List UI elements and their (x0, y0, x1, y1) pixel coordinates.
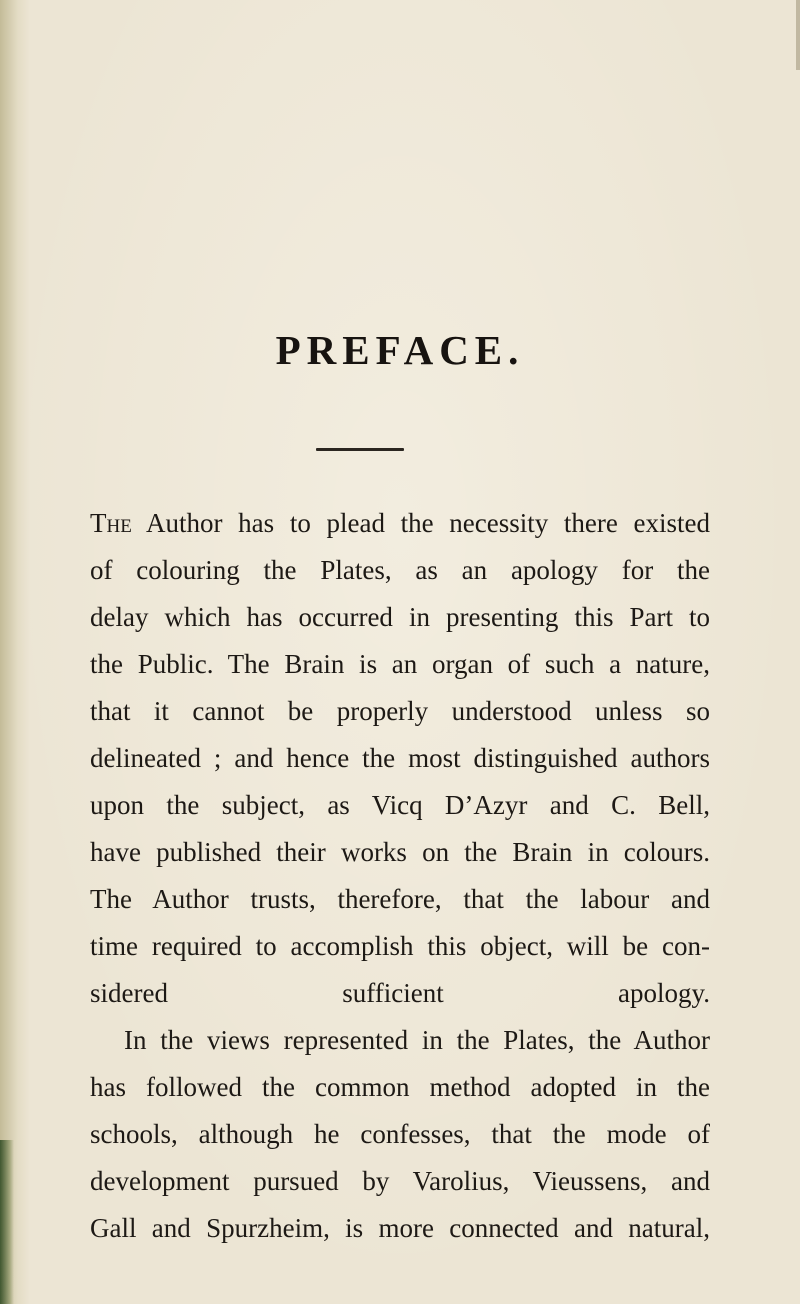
text-line: upon the subject, as Vicq D’Azyr and C. Bell, (90, 790, 710, 820)
preface-body (90, 500, 710, 1252)
text-line: the Public. The Brain is an organ of such a nature, (90, 649, 710, 679)
page-binding-shadow (0, 0, 30, 1304)
title-rule-divider (316, 448, 404, 451)
text-line: The Author has to plead the necessity there existed (90, 508, 710, 538)
text-line: sidered sufficient apology. (90, 978, 710, 1008)
text-line: development pursued by Varolius, Vieussens, and (90, 1166, 710, 1196)
text-line: delineated ; and hence the most distinguished authors (90, 743, 710, 773)
text-line: delay which has occurred in presenting this Part to (90, 602, 710, 632)
page-title: PREFACE. (275, 327, 525, 373)
text-line: of colouring the Plates, as an apology for the (90, 555, 710, 585)
text-line: that it cannot be properly understood unless so (90, 696, 710, 726)
text-line: Gall and Spurzheim, is more connected and natural, (90, 1213, 710, 1243)
text-line: The Author trusts, therefore, that the labour and (90, 884, 710, 914)
page-edge-stain (0, 1140, 14, 1304)
text-line: has followed the common method adopted in the (90, 1072, 710, 1102)
text-line: have published their works on the Brain in colours. (90, 837, 710, 867)
text-line: time required to accomplish this object, will be con- (90, 931, 710, 961)
paragraph-1 (90, 500, 710, 1017)
paragraph-2 (90, 1017, 710, 1252)
page-right-edge (796, 0, 800, 70)
text-line: schools, although he confesses, that the mode of (90, 1119, 710, 1149)
drop-word: The (90, 508, 132, 538)
text-line: In the views represented in the Plates, the Author (124, 1025, 710, 1055)
